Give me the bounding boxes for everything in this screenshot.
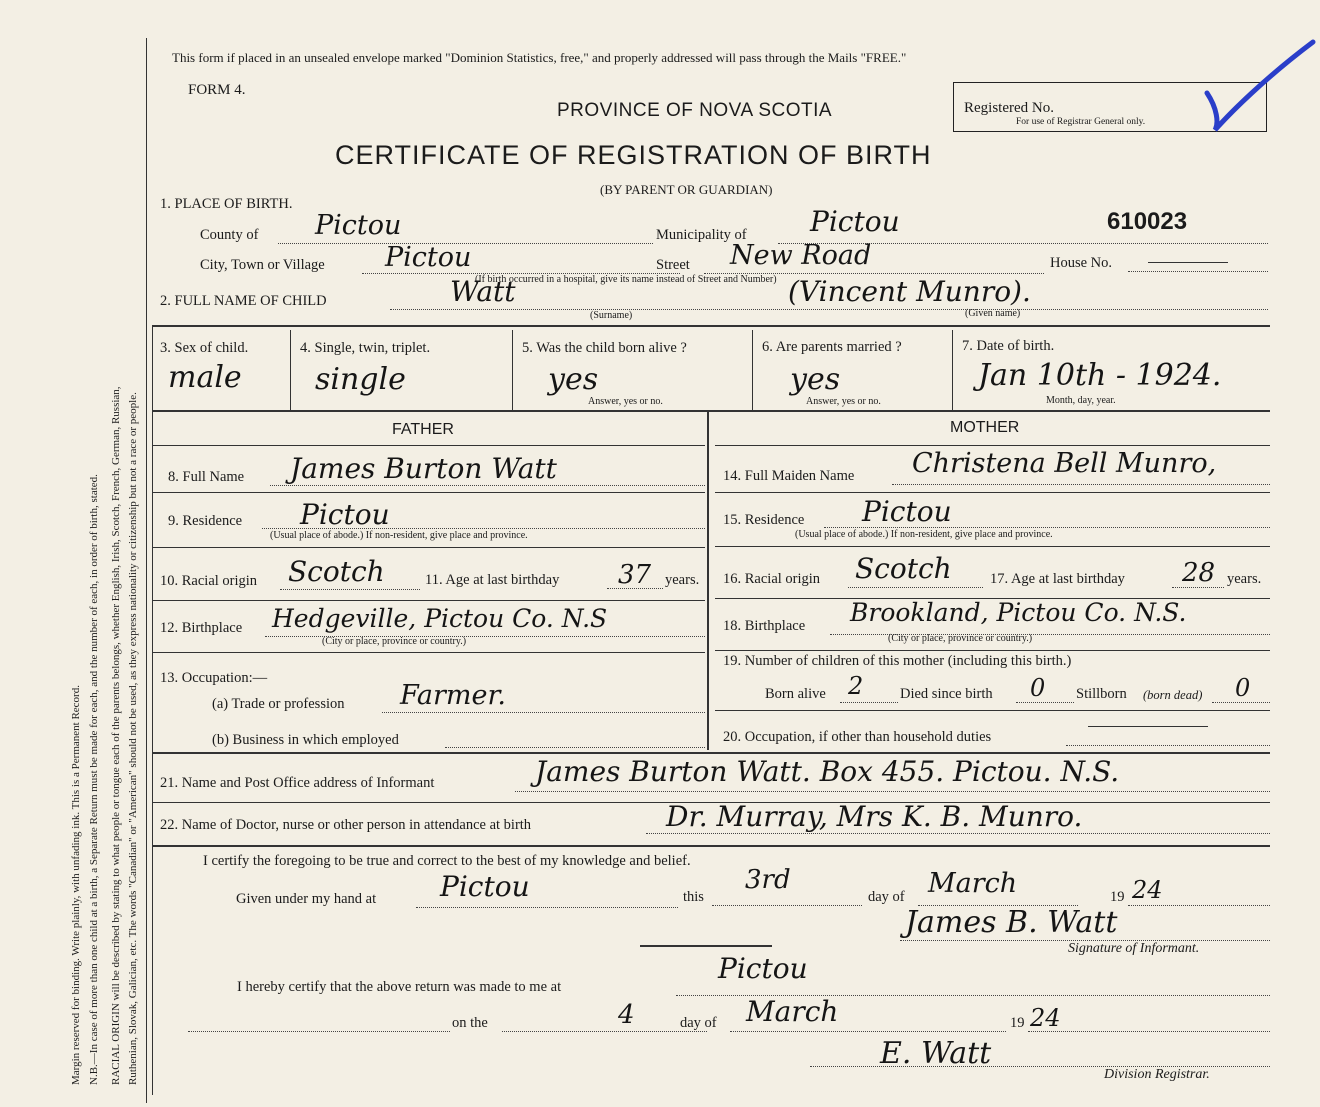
died-since-birth-line bbox=[1016, 702, 1074, 703]
informant-label: 21. Name and Post Office address of Informant bbox=[160, 775, 435, 791]
parents-married-value: yes bbox=[790, 362, 841, 397]
date-of-birth-caption: Month, day, year. bbox=[1046, 395, 1116, 406]
attendant-label: 22. Name of Doctor, nurse or other person in attendance at birth bbox=[160, 817, 532, 833]
mother-row19-line bbox=[715, 710, 1270, 711]
stillborn-value: 0 bbox=[1235, 674, 1251, 702]
father-birthplace-caption: (City or place, province or country.) bbox=[322, 636, 467, 647]
reg-year-prefix: 19 bbox=[1010, 1015, 1025, 1031]
mother-row18-line bbox=[715, 650, 1270, 651]
mother-heading: MOTHER bbox=[950, 419, 1020, 436]
mother-occupation-dash bbox=[1088, 726, 1208, 727]
born-alive-count-value: 2 bbox=[848, 672, 864, 700]
col-divider-1 bbox=[290, 330, 291, 410]
mother-residence-value: Pictou bbox=[862, 495, 952, 528]
reg-year-value: 24 bbox=[1030, 1004, 1061, 1032]
registrar-certify-statement: I hereby certify that the above return was made to me at bbox=[237, 979, 562, 995]
given-under-hand-label: Given under my hand at bbox=[236, 891, 377, 907]
mother-age-value: 28 bbox=[1182, 558, 1216, 588]
full-name-line bbox=[390, 309, 1268, 310]
registered-number-label: Registered No. bbox=[964, 100, 1054, 116]
informant-value: James Burton Watt. Box 455. Pictou. N.S. bbox=[535, 755, 1120, 788]
occupation-label: 13. Occupation:— bbox=[160, 670, 268, 686]
father-heading-line bbox=[152, 445, 705, 446]
mother-residence-label: 15. Residence bbox=[723, 512, 805, 528]
children-count-label: 19. Number of children of this mother (including this birth.) bbox=[723, 653, 1072, 669]
trade-line bbox=[382, 712, 705, 713]
county-value: Pictou bbox=[315, 210, 402, 241]
reg-month-line bbox=[730, 1031, 1006, 1032]
given-month-value: March bbox=[928, 868, 1018, 899]
certificate-subtitle: (BY PARENT OR GUARDIAN) bbox=[600, 182, 773, 197]
father-birthplace-value: Hedgeville, Pictou Co. N.S bbox=[272, 604, 608, 633]
mother-racial-origin-label: 16. Racial origin bbox=[723, 571, 821, 587]
full-name-label: 2. FULL NAME OF CHILD bbox=[160, 293, 327, 309]
given-day-line bbox=[712, 905, 862, 906]
stillborn-label: Stillborn bbox=[1076, 686, 1127, 702]
trade-value: Farmer. bbox=[400, 680, 507, 711]
given-name-caption: (Given name) bbox=[965, 308, 1021, 319]
reg-day-line bbox=[502, 1031, 707, 1032]
parents-married-label: 6. Are parents married ? bbox=[762, 339, 902, 355]
mother-row14-line bbox=[715, 492, 1270, 493]
born-alive-count-line bbox=[840, 702, 898, 703]
house-number-dash bbox=[1148, 262, 1228, 263]
form-number: FORM 4. bbox=[188, 82, 246, 98]
given-day-value: 3rd bbox=[745, 865, 791, 895]
mother-name-value: Christena Bell Munro, bbox=[912, 448, 1217, 479]
father-racial-origin-line bbox=[280, 589, 420, 590]
city-value: Pictou bbox=[385, 242, 472, 273]
col-divider-3 bbox=[752, 330, 753, 410]
divider-top bbox=[152, 325, 1270, 327]
father-row12-line bbox=[152, 652, 705, 653]
born-alive-caption: Answer, yes or no. bbox=[588, 396, 663, 407]
registrar-signature: E. Watt bbox=[880, 1036, 992, 1071]
margin-note-multiple-births: N.B.—In case of more than one child at a birth, a Separate Return must be made for each, and the number of each, in order of birth, stated. bbox=[88, 474, 100, 1085]
col-divider-2 bbox=[512, 330, 513, 410]
street-label: Street bbox=[656, 257, 690, 273]
plurality-label: 4. Single, twin, triplet. bbox=[300, 340, 431, 356]
reg-day-of-label: day of bbox=[680, 1015, 717, 1031]
check-mark-icon bbox=[1195, 38, 1320, 133]
street-value: New Road bbox=[730, 240, 872, 271]
registrar-general-note: For use of Registrar General only. bbox=[1016, 117, 1146, 127]
mother-residence-caption: (Usual place of abode.) If non-resident, give place and province. bbox=[795, 529, 1053, 540]
divider-row7 bbox=[152, 410, 1270, 412]
stillborn-line bbox=[1212, 702, 1270, 703]
given-day-of-label: day of bbox=[868, 889, 905, 905]
col-divider-4 bbox=[952, 330, 953, 410]
on-the-lead-line bbox=[188, 1031, 450, 1032]
father-row9-line bbox=[152, 547, 705, 548]
business-line bbox=[445, 747, 705, 748]
informant-signature-caption: Signature of Informant. bbox=[1068, 941, 1200, 956]
father-residence-caption: (Usual place of abode.) If non-resident, give place and province. bbox=[270, 530, 528, 541]
informant-signature: James B. Watt bbox=[905, 905, 1118, 940]
sex-label: 3. Sex of child. bbox=[160, 340, 249, 356]
mother-row15-line bbox=[715, 546, 1270, 547]
on-the-label: on the bbox=[452, 1015, 488, 1031]
given-year-value: 24 bbox=[1132, 876, 1163, 904]
county-label: County of bbox=[200, 227, 259, 243]
father-age-label: 11. Age at last birthday bbox=[425, 572, 560, 588]
informant-line bbox=[515, 791, 1270, 792]
house-number-label: House No. bbox=[1050, 255, 1113, 271]
given-name-value: (Vincent Munro). bbox=[788, 275, 1031, 308]
mother-racial-origin-value: Scotch bbox=[855, 552, 952, 585]
father-residence-value: Pictou bbox=[300, 498, 390, 531]
mother-name-label: 14. Full Maiden Name bbox=[723, 468, 855, 484]
attendant-value: Dr. Murray, Mrs K. B. Munro. bbox=[666, 800, 1083, 833]
given-place-value: Pictou bbox=[440, 870, 530, 903]
city-label: City, Town or Village bbox=[200, 257, 325, 273]
father-heading: FATHER bbox=[392, 421, 454, 438]
father-years-label: years. bbox=[665, 572, 700, 588]
margin-note-racial-origin-cont: Ruthenian, Slovak, Galician, etc. The words "Canadian" or "American" should not be used, as they express nationality or citizenship but not a race or people. bbox=[127, 392, 139, 1085]
mother-birthplace-value: Brookland, Pictou Co. N.S. bbox=[850, 598, 1187, 627]
father-row8-line bbox=[152, 492, 705, 493]
mother-occupation-label: 20. Occupation, if other than household duties bbox=[723, 729, 992, 745]
certification-divider bbox=[640, 945, 772, 947]
date-of-birth-label: 7. Date of birth. bbox=[962, 338, 1055, 354]
reg-month-value: March bbox=[746, 995, 839, 1028]
surname-caption: (Surname) bbox=[590, 310, 633, 321]
father-residence-label: 9. Residence bbox=[168, 513, 243, 529]
parents-divider bbox=[707, 412, 709, 750]
surname-value: Watt bbox=[450, 275, 516, 308]
registrar-caption: Division Registrar. bbox=[1104, 1067, 1210, 1082]
born-alive-label: 5. Was the child born alive ? bbox=[522, 340, 687, 356]
father-name-value: James Burton Watt bbox=[290, 452, 557, 485]
mother-age-label: 17. Age at last birthday bbox=[990, 571, 1125, 587]
attendant-line bbox=[646, 833, 1270, 834]
reg-day-value: 4 bbox=[618, 1000, 635, 1030]
father-racial-origin-value: Scotch bbox=[288, 555, 385, 588]
margin-note-racial-origin: RACIAL ORIGIN will be described by stating to what people or tongue each of the parents belongs, whether English, Irish, Scotch, French, German, Russian, bbox=[110, 386, 122, 1085]
father-name-label: 8. Full Name bbox=[168, 469, 245, 485]
business-label: (b) Business in which employed bbox=[212, 732, 399, 748]
given-this-label: this bbox=[683, 889, 704, 905]
municipality-value: Pictou bbox=[810, 205, 900, 238]
date-of-birth-value: Jan 10th - 1924. bbox=[978, 358, 1222, 393]
father-row10-line bbox=[152, 600, 705, 601]
divider-parents-bottom bbox=[152, 752, 1270, 754]
born-alive-count-label: Born alive bbox=[765, 686, 826, 702]
hospital-note: (If birth occurred in a hospital, give its name instead of Street and Number) bbox=[475, 274, 777, 285]
reg-year-line bbox=[1028, 1031, 1270, 1032]
street-line bbox=[704, 273, 1044, 274]
mother-heading-line bbox=[715, 445, 1270, 446]
stillborn-note: (born dead) bbox=[1143, 688, 1203, 702]
place-of-birth-label: 1. PLACE OF BIRTH. bbox=[160, 196, 293, 212]
mother-years-label: years. bbox=[1227, 571, 1262, 587]
certificate-number: 610023 bbox=[1107, 208, 1188, 235]
registrar-place-value: Pictou bbox=[718, 952, 808, 985]
margin-border-inner bbox=[152, 325, 153, 1095]
given-place-line bbox=[416, 907, 678, 908]
province-heading: PROVINCE OF NOVA SCOTIA bbox=[557, 100, 833, 121]
given-year-prefix: 19 bbox=[1110, 889, 1125, 905]
given-year-line bbox=[1128, 905, 1270, 906]
mother-racial-origin-line bbox=[848, 587, 983, 588]
died-since-birth-value: 0 bbox=[1030, 674, 1046, 702]
certify-statement: I certify the foregoing to be true and correct to the best of my knowledge and belief. bbox=[203, 853, 691, 869]
born-alive-value: yes bbox=[548, 362, 599, 397]
trade-label: (a) Trade or profession bbox=[212, 696, 345, 712]
divider-row22 bbox=[152, 845, 1270, 847]
mother-occupation-line bbox=[1066, 745, 1270, 746]
mother-birthplace-label: 18. Birthplace bbox=[723, 618, 806, 634]
mother-name-line bbox=[892, 484, 1270, 485]
mail-notice: This form if placed in an unsealed envelope marked "Dominion Statistics, free," and properly addressed will pass through the Mails "FREE." bbox=[172, 50, 907, 65]
sex-value: male bbox=[168, 360, 242, 395]
house-number-line bbox=[1128, 271, 1268, 272]
father-name-line bbox=[270, 485, 705, 486]
father-age-value: 37 bbox=[618, 560, 652, 590]
margin-border bbox=[146, 38, 147, 1103]
plurality-value: single bbox=[315, 362, 406, 397]
parents-married-caption: Answer, yes or no. bbox=[806, 396, 881, 407]
margin-note-binding: Margin reserved for binding. Write plainly, with unfading ink. This is a Permanent Record. bbox=[70, 685, 82, 1085]
father-birthplace-label: 12. Birthplace bbox=[160, 620, 243, 636]
father-racial-origin-label: 10. Racial origin bbox=[160, 573, 258, 589]
certificate-title: CERTIFICATE OF REGISTRATION OF BIRTH bbox=[335, 140, 932, 170]
mother-birthplace-caption: (City or place, province or country.) bbox=[888, 633, 1033, 644]
municipality-label: Municipality of bbox=[656, 227, 747, 243]
died-since-birth-label: Died since birth bbox=[900, 686, 993, 702]
